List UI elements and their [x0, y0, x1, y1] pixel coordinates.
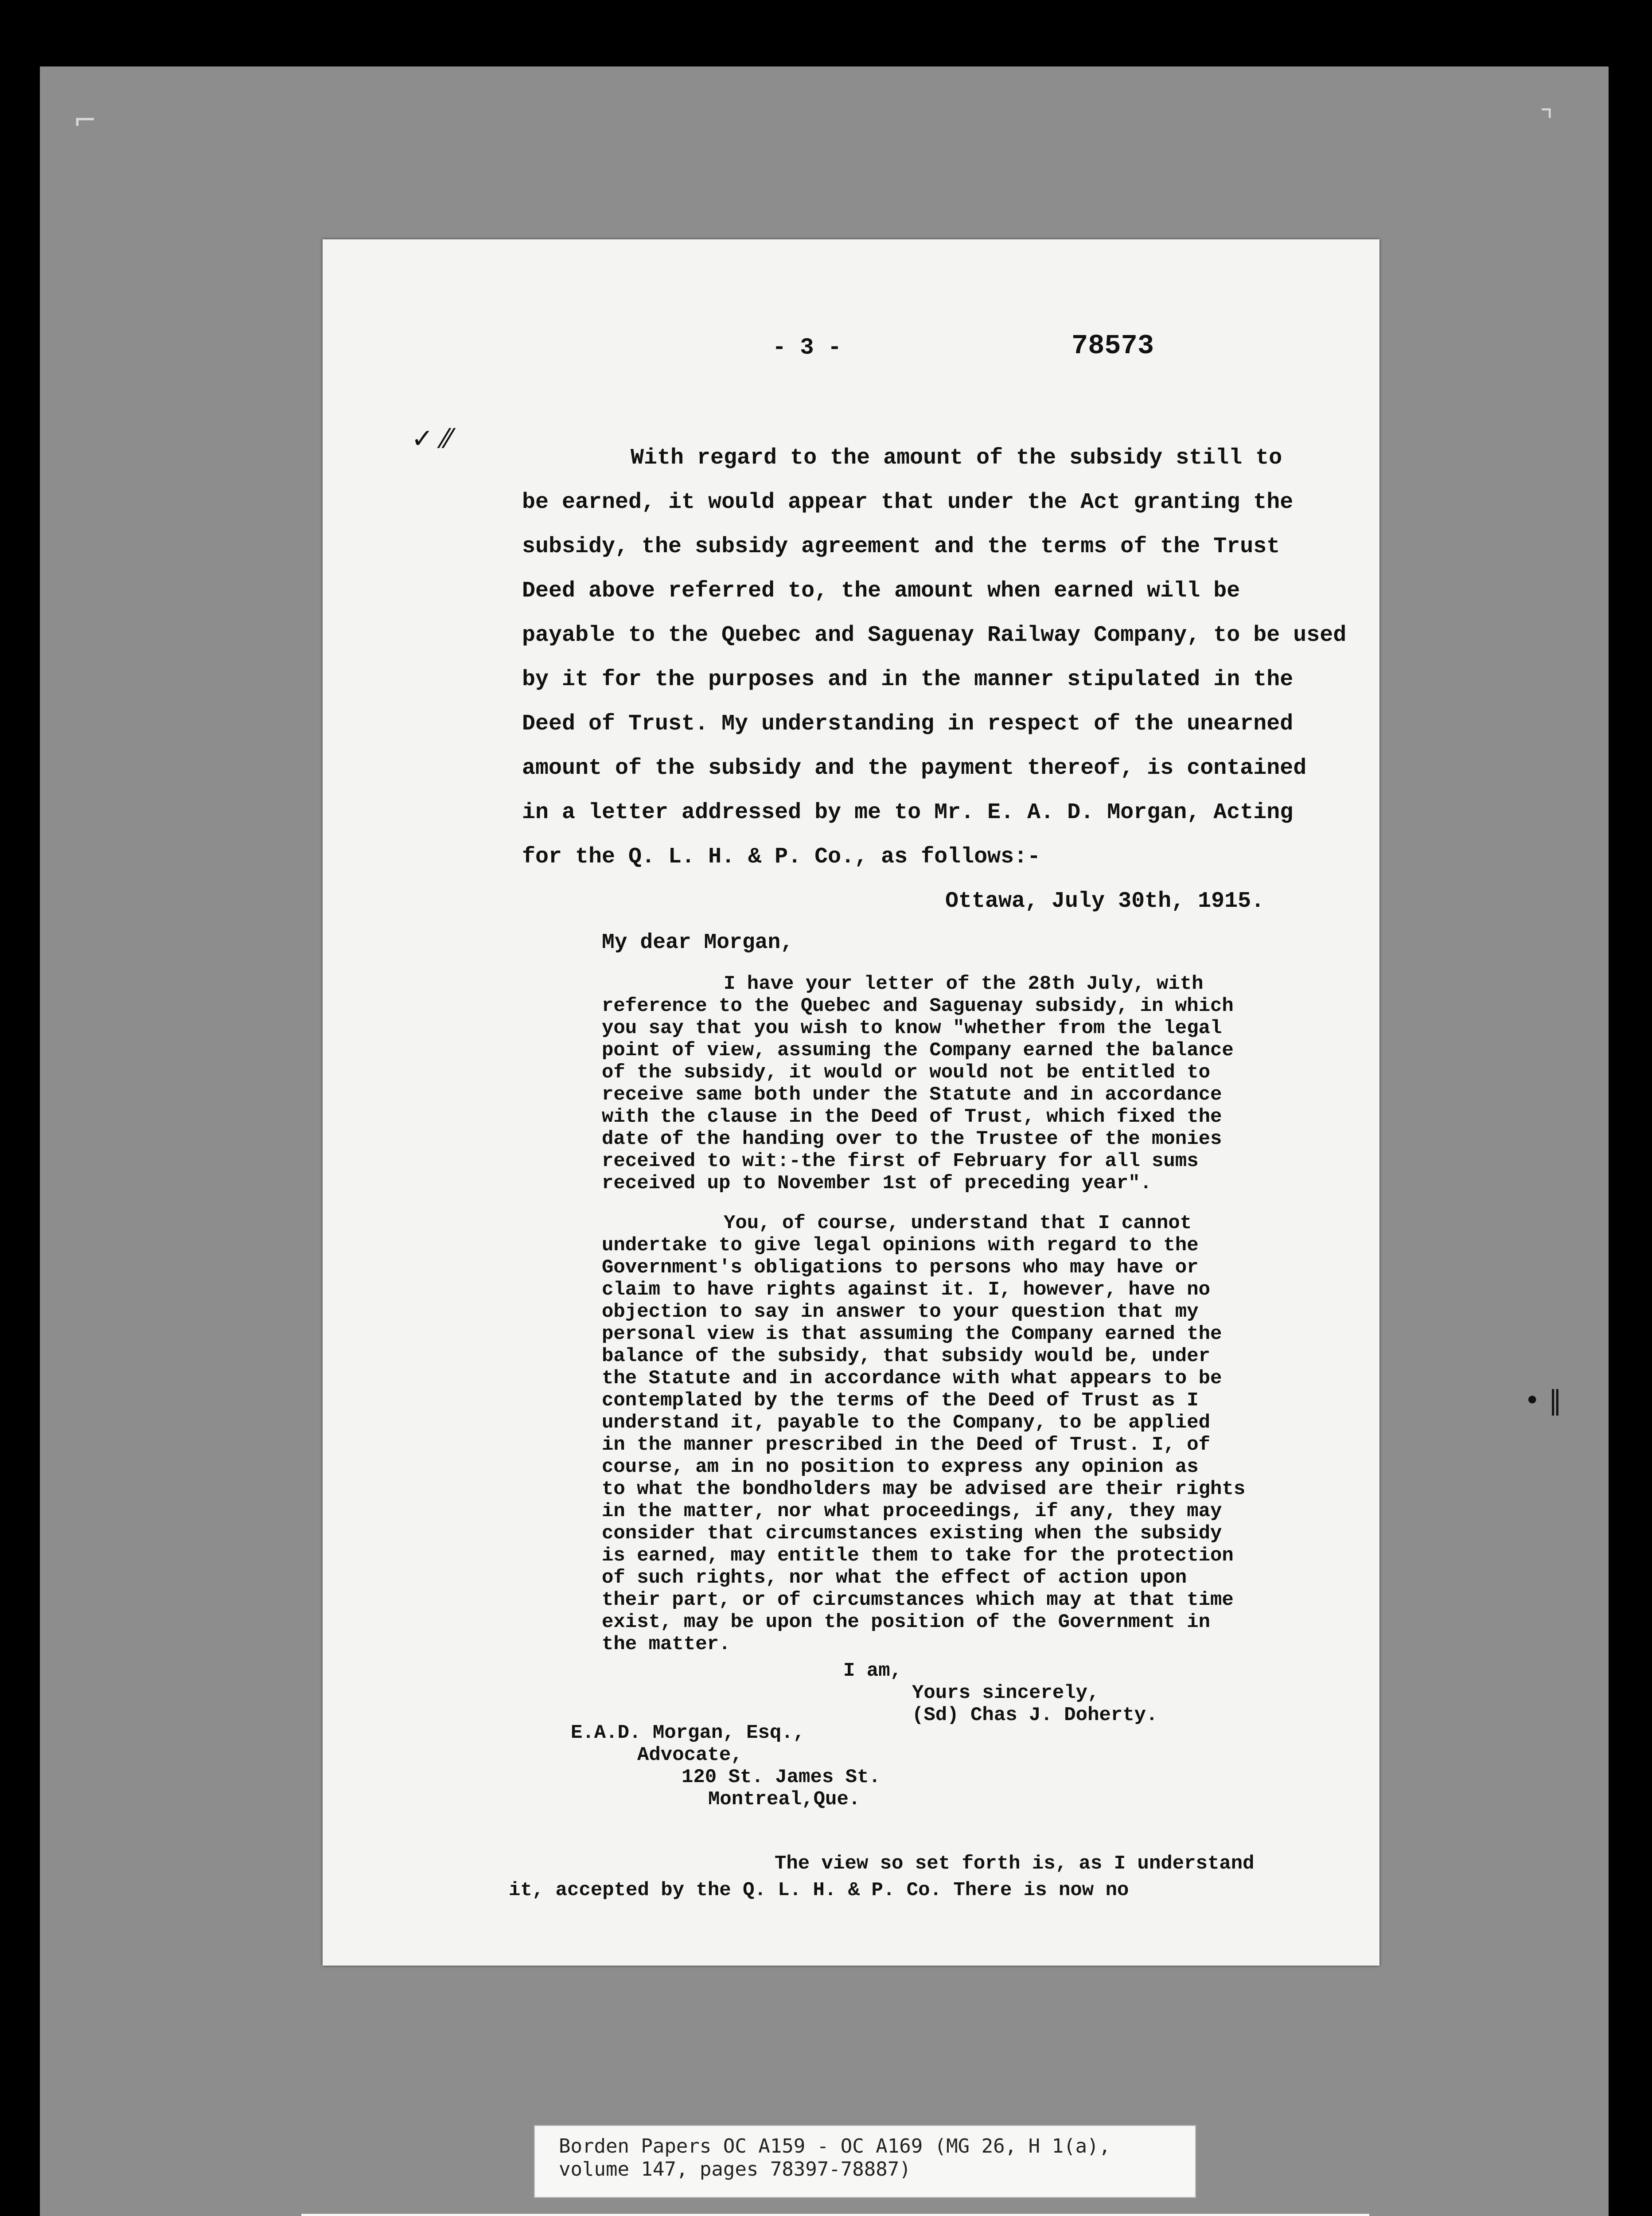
address-line: Advocate,	[637, 1744, 743, 1766]
letter-line: of the subsidy, it would or would not be entitled to	[602, 1061, 1211, 1084]
letter-line: point of view, assuming the Company earned the balance	[602, 1039, 1234, 1061]
letter-line: Government's obligations to persons who may have or	[602, 1256, 1199, 1279]
letter-line: in the matter, nor what proceedings, if any, they may	[602, 1500, 1222, 1522]
archive-label	[301, 2214, 1369, 2216]
address-line: Montreal,Que.	[708, 1788, 861, 1810]
body-line: amount of the subsidy and the payment thereof, is contained	[522, 756, 1307, 781]
letter-line: consider that circumstances existing when the subsidy	[602, 1522, 1222, 1545]
citation-line: volume 147, pages 78397-78887)	[559, 2158, 911, 2181]
letter-line: you say that you wish to know "whether from the legal	[602, 1017, 1222, 1039]
letter-line: course, am in no position to express any opinion as	[602, 1456, 1199, 1478]
address-line: E.A.D. Morgan, Esq.,	[571, 1722, 805, 1744]
letter-closing: Yours sincerely,	[912, 1682, 1099, 1704]
letter-line: personal view is that assuming the Company earned the	[602, 1323, 1222, 1345]
page-number: - 3 -	[772, 335, 842, 361]
letter-line: You, of course, understand that I cannot	[724, 1212, 1192, 1234]
corner-mark-top-left: ⌐	[73, 104, 97, 137]
body-line: for the Q. L. H. & P. Co., as follows:-	[522, 844, 1041, 870]
continuation-line: it, accepted by the Q. L. H. & P. Co. There is now no	[509, 1879, 1129, 1901]
letter-line: with the clause in the Deed of Trust, which fixed the	[602, 1106, 1222, 1128]
body-line: payable to the Quebec and Saguenay Railway Company, to be used	[522, 623, 1347, 648]
letter-line: the Statute and in accordance with what appears to be	[602, 1367, 1222, 1389]
body-line: in a letter addressed by me to Mr. E. A. D. Morgan, Acting	[522, 800, 1294, 825]
letter-line: their part, or of circumstances which may at that time	[602, 1589, 1234, 1611]
address-line: 120 St. James St.	[682, 1766, 881, 1788]
side-mark: • ‖	[1524, 1385, 1562, 1416]
citation-line: Borden Papers OC A159 - OC A169 (MG 26, H 1(a),	[559, 2135, 1111, 2157]
letter-line: the matter.	[602, 1633, 731, 1655]
letter-line: understand it, payable to the Company, to be applied	[602, 1412, 1211, 1434]
body-line: With regard to the amount of the subsidy still to	[631, 445, 1282, 471]
corner-mark-top-right: ⌝	[1540, 104, 1553, 137]
letter-closing: I am,	[843, 1660, 902, 1682]
letter-line: received up to November 1st of preceding year".	[602, 1172, 1152, 1194]
letter-line: received to wit:-the first of February for all sums	[602, 1150, 1199, 1172]
letter-signature: (Sd) Chas J. Doherty.	[912, 1704, 1158, 1726]
letter-line: is earned, may entitle them to take for the protection	[602, 1545, 1234, 1567]
letter-line: objection to say in answer to your question that my	[602, 1301, 1199, 1323]
letter-line: date of the handing over to the Trustee of the monies	[602, 1128, 1222, 1150]
body-line: Deed of Trust. My understanding in respect of the unearned	[522, 711, 1294, 737]
letter-line: balance of the subsidy, that subsidy would be, under	[602, 1345, 1211, 1367]
letter-line: I have your letter of the 28th July, with	[724, 973, 1204, 995]
letter-line: in the manner prescribed in the Deed of Trust. I, of	[602, 1434, 1211, 1456]
letter-line: receive same both under the Statute and in accordance	[602, 1084, 1222, 1106]
letter-salutation: My dear Morgan,	[602, 931, 794, 955]
continuation-line: The view so set forth is, as I understand	[775, 1853, 1255, 1875]
body-line: be earned, it would appear that under the Act granting the	[522, 490, 1294, 515]
letter-line: claim to have rights against it. I, however, have no	[602, 1279, 1211, 1301]
margin-tick-mark: ✓ ⁄⁄	[411, 423, 451, 454]
body-line: Deed above referred to, the amount when earned will be	[522, 578, 1240, 604]
citation-slip	[534, 2125, 1196, 2198]
letter-line: of such rights, nor what the effect of action upon	[602, 1567, 1187, 1589]
letter-line: undertake to give legal opinions with regard to the	[602, 1234, 1199, 1256]
letter-line: reference to the Quebec and Saguenay subsidy, in which	[602, 995, 1234, 1017]
body-line: by it for the purposes and in the manner stipulated in the	[522, 667, 1294, 692]
letter-line: contemplated by the terms of the Deed of Trust as I	[602, 1389, 1199, 1412]
letter-dateline: Ottawa, July 30th, 1915.	[945, 889, 1265, 914]
letter-line: to what the bondholders may be advised are their rights	[602, 1478, 1246, 1500]
document-page	[323, 239, 1379, 1966]
letter-line: exist, may be upon the position of the Government in	[602, 1611, 1211, 1633]
document-number: 78573	[1071, 330, 1154, 362]
body-line: subsidy, the subsidy agreement and the terms of the Trust	[522, 534, 1280, 559]
